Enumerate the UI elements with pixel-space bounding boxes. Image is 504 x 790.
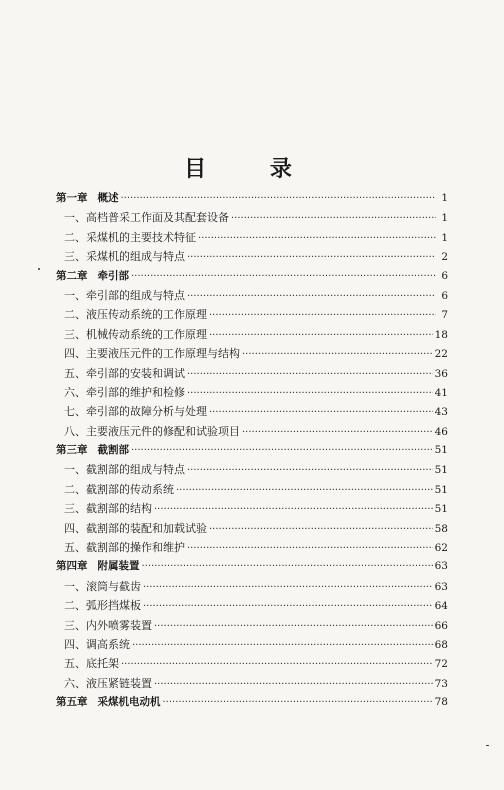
toc-page-number: 1 bbox=[441, 212, 448, 225]
toc-section-row[interactable] bbox=[56, 481, 448, 500]
toc-entry-text: 一、牵引部的组成与特点 bbox=[64, 288, 185, 302]
toc-entry-label bbox=[64, 461, 185, 477]
toc-page-number: 58 bbox=[434, 522, 448, 535]
dot-leader bbox=[132, 638, 433, 651]
toc-page-number: 6 bbox=[441, 289, 448, 302]
dot-leader bbox=[242, 347, 433, 360]
toc-entry-text: 五、牵引部的安装和调试 bbox=[64, 366, 185, 380]
toc-entry-text: 二、截割部的传动系统 bbox=[64, 482, 174, 496]
dot-leader bbox=[121, 192, 437, 204]
toc-entry-label bbox=[64, 423, 240, 439]
dot-leader bbox=[131, 270, 436, 282]
toc-entry-text: 二、采煤机的主要技术特征 bbox=[64, 230, 196, 244]
dot-leader bbox=[209, 522, 433, 535]
toc-section-row[interactable] bbox=[56, 597, 448, 616]
dot-leader bbox=[187, 463, 433, 476]
toc-entry-text: 三、机械传动系统的工作原理 bbox=[64, 327, 207, 341]
toc-page-number: 51 bbox=[434, 464, 448, 477]
toc-entry-label bbox=[64, 248, 185, 264]
toc-entry-label bbox=[64, 578, 141, 594]
toc-entry-text: 附属装置 bbox=[97, 560, 140, 573]
dot-leader bbox=[131, 444, 433, 456]
toc-section-row[interactable] bbox=[56, 675, 448, 694]
toc-section-row[interactable] bbox=[56, 403, 448, 422]
toc-entry-label bbox=[64, 539, 185, 555]
toc-entry-label bbox=[64, 597, 141, 613]
toc-page-number: 51 bbox=[434, 503, 448, 516]
toc-entry-text: 五、截割部的操作和维护 bbox=[64, 541, 185, 555]
toc-entry-text: 二、弧形挡煤板 bbox=[64, 599, 141, 613]
toc-page-number: 1 bbox=[441, 192, 448, 204]
chapter-number: 第一章 bbox=[56, 192, 88, 204]
toc-page-number: 51 bbox=[434, 444, 448, 457]
toc-chapter-row[interactable] bbox=[56, 190, 448, 209]
toc-entry-label bbox=[64, 675, 152, 691]
chapter-number: 第三章 bbox=[56, 444, 88, 457]
toc-entry-text: 一、高档普采工作面及其配套设备 bbox=[64, 211, 229, 225]
toc-section-row[interactable] bbox=[56, 636, 448, 655]
toc-page-number: 22 bbox=[434, 348, 448, 361]
dot-leader bbox=[154, 502, 433, 515]
toc-section-row[interactable] bbox=[56, 655, 448, 674]
toc-entry-text: 三、内外喷雾装置 bbox=[64, 618, 152, 632]
toc-entry-text: 三、截割部的结构 bbox=[64, 502, 152, 516]
toc-page-number: 68 bbox=[434, 638, 448, 651]
toc-page-number: 36 bbox=[434, 367, 448, 380]
dot-leader bbox=[209, 328, 433, 341]
toc-entry-text: 三、采煤机的组成与特点 bbox=[64, 250, 185, 264]
toc-section-row[interactable] bbox=[56, 248, 448, 267]
dot-leader bbox=[154, 619, 433, 632]
toc-page-number: 66 bbox=[434, 619, 448, 632]
dot-leader bbox=[143, 580, 433, 593]
dot-leader bbox=[163, 696, 433, 708]
toc-entry-label bbox=[56, 442, 129, 457]
toc-page-number: 1 bbox=[441, 231, 448, 244]
toc-entry-text: 牵引部 bbox=[97, 269, 129, 282]
toc-entry-label bbox=[56, 190, 119, 205]
toc-section-row[interactable] bbox=[56, 461, 448, 480]
dot-leader bbox=[187, 367, 433, 380]
dot-leader bbox=[209, 405, 433, 418]
toc-section-row[interactable] bbox=[56, 617, 448, 636]
chapter-number: 第五章 bbox=[56, 696, 88, 709]
toc-page-number: 78 bbox=[434, 696, 448, 709]
table-of-contents bbox=[56, 190, 448, 714]
toc-entry-label bbox=[64, 345, 240, 361]
toc-section-row[interactable] bbox=[56, 229, 448, 248]
toc-entry-text: 四、主要液压元件的工作原理与结构 bbox=[64, 347, 240, 361]
toc-section-row[interactable] bbox=[56, 209, 448, 228]
toc-section-row[interactable] bbox=[56, 578, 448, 597]
toc-section-row[interactable] bbox=[56, 500, 448, 519]
toc-section-row[interactable] bbox=[56, 365, 448, 384]
toc-entry-text: 截割部 bbox=[97, 444, 129, 457]
dot-leader bbox=[198, 231, 436, 244]
toc-entry-text: 八、主要液压元件的修配和试验项目 bbox=[64, 424, 240, 438]
toc-page-number: 64 bbox=[434, 600, 448, 613]
toc-entry-label bbox=[64, 481, 174, 497]
dot-leader bbox=[209, 308, 436, 321]
toc-entry-label bbox=[64, 636, 130, 652]
dot-leader bbox=[187, 289, 436, 302]
toc-chapter-row[interactable] bbox=[56, 442, 448, 461]
toc-entry-text: 六、牵引部的维护和检修 bbox=[64, 385, 185, 399]
toc-entry-label bbox=[64, 365, 185, 381]
toc-page-number: 18 bbox=[434, 328, 448, 341]
toc-page-number: 72 bbox=[434, 658, 448, 671]
toc-page-number: 46 bbox=[434, 425, 448, 438]
dot-leader bbox=[187, 541, 433, 554]
dot-leader bbox=[143, 599, 433, 612]
toc-entry-text: 二、液压传动系统的工作原理 bbox=[64, 308, 207, 322]
toc-page-number: 41 bbox=[434, 386, 448, 399]
toc-entry-label bbox=[64, 326, 207, 342]
toc-page-number: 43 bbox=[434, 406, 448, 419]
toc-entry-text: 一、滚筒与截齿 bbox=[64, 579, 141, 593]
toc-entry-label bbox=[56, 558, 140, 573]
dot-leader bbox=[154, 677, 433, 690]
dot-leader bbox=[142, 560, 433, 572]
scan-speck bbox=[486, 745, 489, 746]
chapter-number: 第四章 bbox=[56, 560, 88, 573]
toc-entry-text: 四、调高系统 bbox=[64, 637, 130, 651]
toc-page-number: 7 bbox=[441, 309, 448, 322]
toc-entry-label bbox=[64, 229, 196, 245]
dot-leader bbox=[242, 425, 433, 438]
toc-entry-label bbox=[64, 403, 207, 419]
toc-section-row[interactable] bbox=[56, 520, 448, 539]
dot-leader bbox=[231, 211, 436, 224]
toc-section-row[interactable] bbox=[56, 345, 448, 364]
toc-entry-label bbox=[64, 617, 152, 633]
toc-section-row[interactable] bbox=[56, 306, 448, 325]
dot-leader bbox=[187, 250, 436, 263]
chapter-number: 第二章 bbox=[56, 269, 88, 282]
toc-entry-text: 六、液压紧链装置 bbox=[64, 676, 152, 690]
scan-speck bbox=[38, 268, 40, 270]
toc-section-row[interactable] bbox=[56, 384, 448, 403]
toc-page-number: 73 bbox=[434, 677, 448, 690]
toc-section-row[interactable] bbox=[56, 326, 448, 345]
toc-entry-label bbox=[64, 209, 229, 225]
toc-entry-text: 四、截割部的装配和加载试验 bbox=[64, 521, 207, 535]
toc-entry-label bbox=[64, 500, 152, 516]
toc-section-row[interactable] bbox=[56, 287, 448, 306]
toc-page-number: 63 bbox=[434, 580, 448, 593]
toc-chapter-row[interactable] bbox=[56, 694, 448, 713]
dot-leader bbox=[176, 483, 433, 496]
toc-chapter-row[interactable] bbox=[56, 268, 448, 287]
toc-page-number: 62 bbox=[434, 542, 448, 555]
toc-page-number: 63 bbox=[434, 560, 448, 573]
toc-entry-label bbox=[64, 306, 207, 322]
toc-entry-label bbox=[64, 287, 185, 303]
toc-entry-text: 一、截割部的组成与特点 bbox=[64, 463, 185, 477]
toc-entry-label bbox=[56, 694, 161, 709]
toc-page-number: 6 bbox=[441, 269, 448, 282]
toc-entry-label bbox=[64, 384, 185, 400]
toc-entry-text: 采煤机电动机 bbox=[97, 696, 161, 709]
toc-entry-text: 五、底托架 bbox=[64, 657, 119, 671]
toc-entry-label bbox=[56, 268, 129, 283]
dot-leader bbox=[121, 657, 433, 670]
toc-entry-text: 七、牵引部的故障分析与处理 bbox=[64, 405, 207, 419]
toc-page-number: 51 bbox=[434, 483, 448, 496]
dot-leader bbox=[187, 386, 433, 399]
toc-section-row[interactable] bbox=[56, 539, 448, 558]
toc-entry-label bbox=[64, 520, 207, 536]
toc-page-number: 2 bbox=[441, 251, 448, 264]
toc-entry-label bbox=[64, 655, 119, 671]
toc-entry-text: 概述 bbox=[97, 192, 119, 204]
toc-section-row[interactable] bbox=[56, 423, 448, 442]
page-title: 目 录 bbox=[184, 157, 320, 182]
toc-chapter-row[interactable] bbox=[56, 558, 448, 577]
